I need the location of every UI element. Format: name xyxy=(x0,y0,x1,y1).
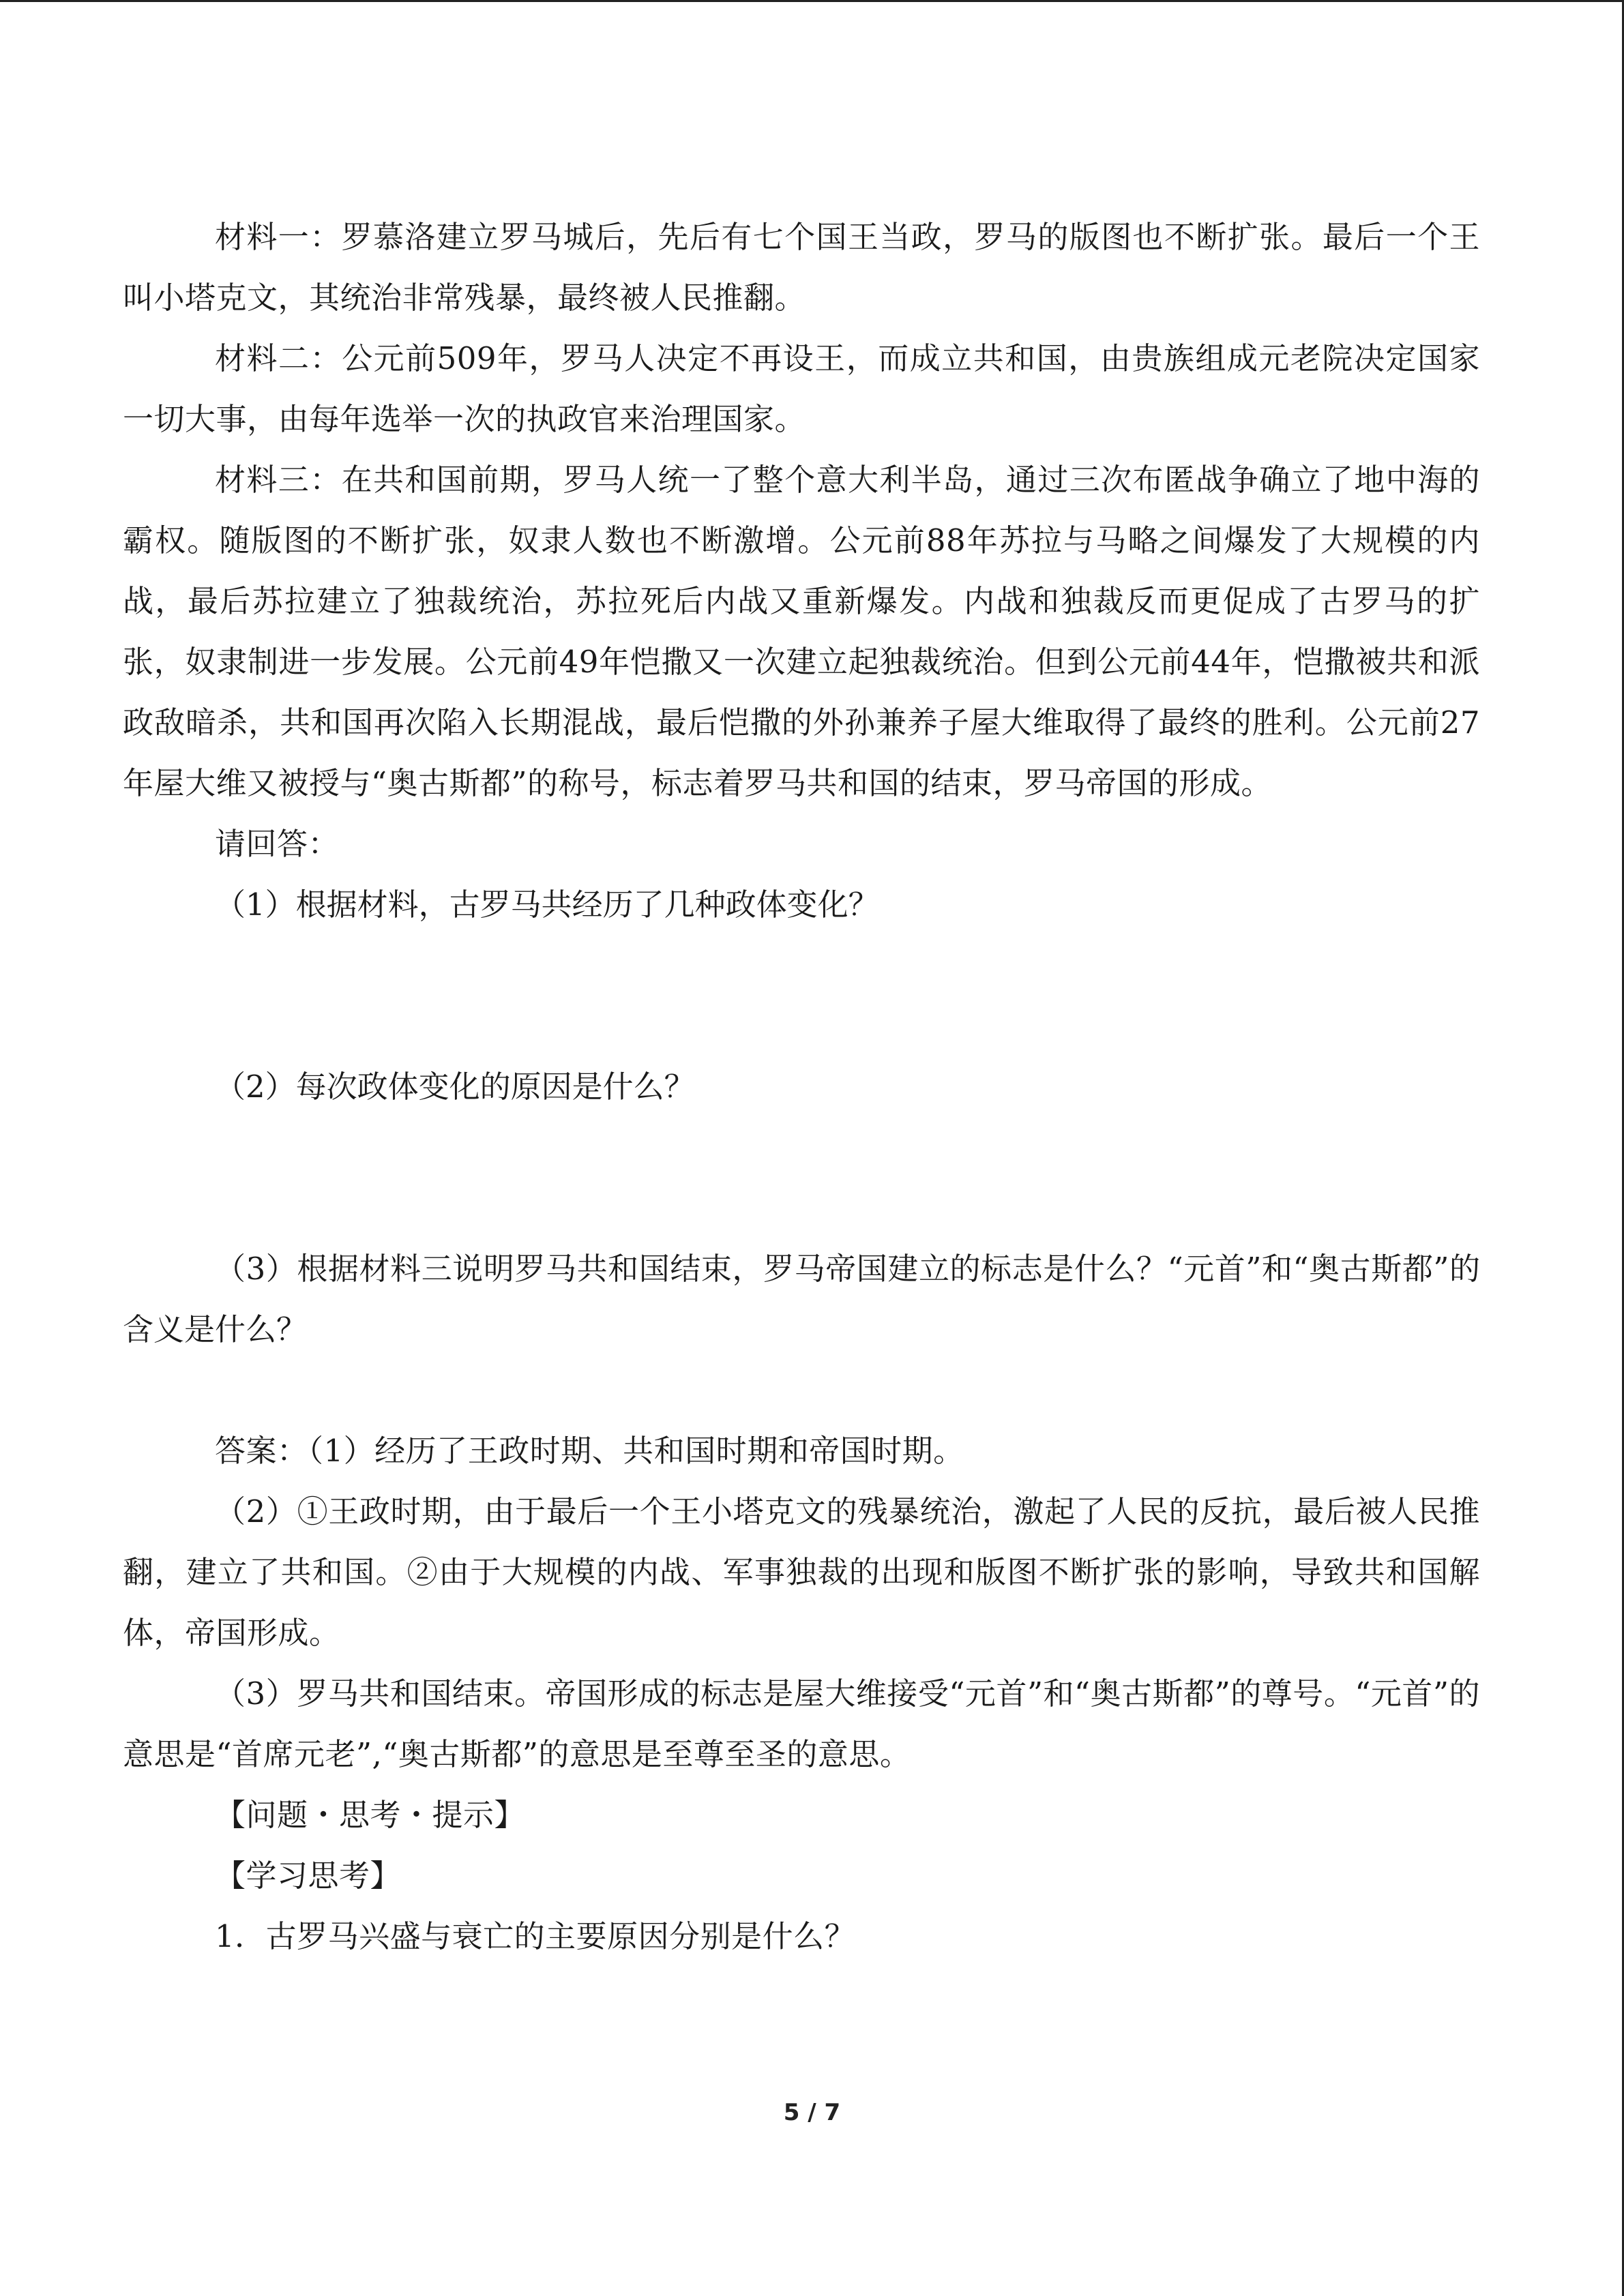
answer-one: 答案：（1）经历了王政时期、共和国时期和帝国时期。 xyxy=(215,1433,964,1469)
question-two: （2）每次政体变化的原因是什么？ xyxy=(215,1069,695,1105)
material-three: 材料三：在共和国前期，罗马人统一了整个意大利半岛，通过三次布匿战争确立了地中海的霸权。随版图的不断扩张，奴隶人数也不断激增。公元前88年苏拉与马略之间爆发了大规模的内战，最后苏拉建立了独裁统治，苏拉死后内战又重新爆发。内战和独裁反而更促成了古罗马的扩张，奴隶制进一步发展。公元前49年恺撒又一次建立起独裁统治。但到公元前44年，恺撒被共和派政敌暗杀，共和国再次陷入长期混战，最后恺撒的外孙兼养子屋大维取得了最终的胜利。公元前27年屋大维又被授与“奥古斯都”的称号，标志着罗马共和国的结束，罗马帝国的形成。 xyxy=(123,462,1480,801)
answer-space-two xyxy=(123,1117,1480,1238)
study-question: 1．古罗马兴盛与衰亡的主要原因分别是什么？ xyxy=(215,1918,856,1954)
page-content xyxy=(123,207,1480,1967)
material-two: 材料二：公元前509年，罗马人决定不再设王，而成立共和国，由贵族组成元老院决定国家一切大事，由每年选举一次的执政官来治理国家。 xyxy=(123,340,1480,437)
material-one: 材料一：罗慕洛建立罗马城后，先后有七个国王当政，罗马的版图也不断扩张。最后一个王叫小塔克文，其统治非常残暴，最终被人民推翻。 xyxy=(123,219,1480,316)
question-one: （1）根据材料，古罗马共经历了几种政体变化？ xyxy=(215,886,879,923)
answer-space-three xyxy=(123,1360,1480,1420)
page-number: 5 / 7 xyxy=(783,2099,841,2126)
section-heading: 【问题・思考・提示】 xyxy=(215,1797,526,1833)
answer-space-one xyxy=(123,935,1480,1056)
answer-two: （2）①王政时期，由于最后一个王小塔克文的残暴统治，激起了人民的反抗，最后被人民推翻，建立了共和国。②由于大规模的内战、军事独裁的出现和版图不断扩张的影响，导致共和国解体，帝国形成。 xyxy=(123,1493,1480,1651)
question-three: （3）根据材料三说明罗马共和国结束，罗马帝国建立的标志是什么？“元首”和“奥古斯都”的含义是什么？ xyxy=(123,1251,1480,1347)
answer-three: （3）罗马共和国结束。帝国形成的标志是屋大维接受“元首”和“奥古斯都”的尊号。“元首”的意思是“首席元老”,“奥古斯都”的意思是至尊至圣的意思。 xyxy=(123,1675,1480,1772)
sub-heading: 【学习思考】 xyxy=(215,1858,402,1894)
answer-prompt: 请回答： xyxy=(215,826,340,862)
